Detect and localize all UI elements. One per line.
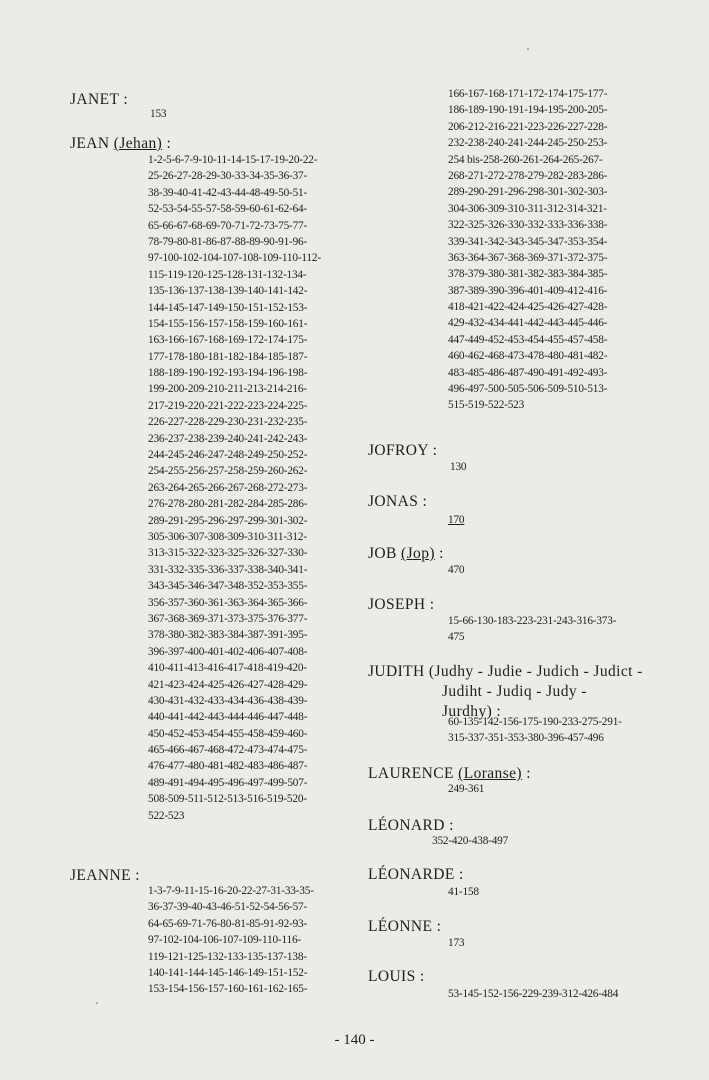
refs-line: 53-145-152-156-229-239-312-426-484 [448, 988, 619, 1000]
entry-refs [448, 986, 618, 1002]
refs-line: 254 bis-258-260-261-264-265-267- [448, 153, 603, 166]
entry-jofroy [368, 441, 437, 461]
refs-line: 410-411-413-416-417-418-419-420- [148, 662, 307, 675]
refs-line: 226-227-228-229-230-231-232-235- [148, 416, 308, 429]
refs-line: 78-79-80-81-86-87-88-89-90-91-96- [148, 235, 308, 248]
refs-line: 144-145-147-149-150-151-152-153- [148, 301, 308, 314]
refs-line: 289-290-291-296-298-301-302-303- [448, 186, 608, 199]
entry-name: LÉONARDE : [368, 866, 464, 883]
refs-line: 217-219-220-221-222-223-224-225- [148, 399, 308, 412]
entry-name: JOFROY : [368, 442, 438, 459]
paper-speck [527, 48, 529, 50]
refs-line: 36-37-39-40-43-46-51-52-54-56-57- [148, 901, 308, 914]
entry-joseph [368, 595, 435, 615]
refs-line: 339-341-342-343-345-347-353-354- [448, 235, 608, 248]
refs-line: 52-53-54-55-57-58-59-60-61-62-64- [148, 203, 308, 216]
refs-line: 154-155-156-157-158-159-160-161- [148, 317, 308, 330]
refs-line: 153-154-156-157-160-161-162-165- [148, 983, 308, 996]
refs-line: 367-368-369-371-373-375-376-377- [148, 612, 308, 625]
entry-name: JEAN (Jehan) : [70, 135, 172, 152]
refs-line: 254-255-256-257-258-259-260-262- [148, 465, 308, 478]
entry-jean [70, 134, 171, 154]
refs-line: 166-167-168-171-172-174-175-177- [448, 88, 608, 100]
refs-line: 515-519-522-523 [448, 399, 525, 412]
entry-leonne [368, 917, 441, 937]
refs-line: 236-237-238-239-240-241-242-243- [148, 432, 308, 445]
entry-refs: 352-420-438-497 [432, 835, 509, 847]
refs-line: 232-238-240-241-244-245-250-253- [448, 137, 608, 150]
entry-job [368, 544, 444, 564]
refs-line: 38-39-40-41-42-43-44-48-49-50-51- [148, 186, 308, 199]
refs-line: 508-509-511-512-513-516-519-520- [148, 793, 307, 806]
entry-refs [148, 152, 321, 824]
refs-line: 97-102-104-106-107-109-110-116- [148, 934, 301, 947]
refs-line: 418-421-422-424-425-426-427-428- [448, 301, 608, 314]
refs-line: 1-3-7-9-11-15-16-20-22-27-31-33-35- [148, 885, 314, 897]
refs-line: 244-245-246-247-248-249-250-252- [148, 449, 308, 462]
entry-refs: 249-361 [448, 783, 485, 795]
refs-line: 25-26-27-28-29-30-33-34-35-36-37- [148, 170, 308, 183]
refs-line: 163-166-167-168-169-172-174-175- [148, 334, 308, 347]
refs-line: 387-389-390-396-401-409-412-416- [448, 284, 608, 297]
entry-refs: 15-66-130-183-223-231-243-316-373- 475 [448, 615, 617, 644]
refs-line: 476-477-480-481-482-483-486-487- [148, 760, 308, 773]
refs-line: 140-141-144-145-146-149-151-152- [148, 966, 308, 979]
refs-line: 447-449-452-453-454-455-457-458- [448, 333, 608, 346]
refs-line: 115-119-120-125-128-131-132-134- [148, 268, 307, 281]
paper-speck [96, 1002, 98, 1004]
refs-line: 396-397-400-401-402-406-407-408- [148, 645, 308, 658]
entry-name: LÉONARD : [368, 817, 454, 834]
refs-line: 268-271-272-278-279-282-283-286- [448, 169, 608, 182]
refs-line: 430-431-432-433-434-436-438-439- [148, 694, 308, 707]
refs-line: 304-306-309-310-311-312-314-321- [448, 202, 607, 215]
refs-line: 440-441-442-443-444-446-447-448- [148, 711, 308, 724]
refs-line: 343-345-346-347-348-352-353-355- [148, 580, 308, 593]
refs-line: 177-178-180-181-182-184-185-187- [148, 350, 308, 363]
refs-line: 465-466-467-468-472-473-474-475- [148, 744, 308, 757]
refs-line: 206-212-216-221-223-226-227-228- [448, 120, 608, 133]
entry-janet [70, 90, 128, 110]
refs-line: 450-452-453-454-455-458-459-460- [148, 727, 308, 740]
refs-line: 1-2-5-6-7-9-10-11-14-15-17-19-20-22- [148, 154, 318, 166]
refs-line: 276-278-280-281-282-284-285-286- [148, 498, 308, 511]
refs-line: 199-200-209-210-211-213-214-216- [148, 383, 307, 396]
entry-refs: 173 [448, 937, 465, 949]
entry-name: JONAS : [368, 493, 428, 510]
entry-refs: 41-158 [448, 886, 479, 898]
entry-refs-continued [448, 86, 607, 414]
refs-line: 483-485-486-487-490-491-492-493- [448, 366, 608, 379]
refs-line: 135-136-137-138-139-140-141-142- [148, 285, 308, 298]
entry-jeanne [70, 866, 140, 886]
refs-line: 305-306-307-308-309-310-311-312- [148, 530, 307, 543]
refs-line: 363-364-367-368-369-371-372-375- [448, 251, 608, 264]
refs-line: 378-380-382-383-384-387-391-395- [148, 629, 308, 642]
entry-name: JEANNE : [70, 867, 140, 884]
entry-name: JOSEPH : [368, 596, 435, 613]
entry-name: JUDITH (Judhy - Judie - Judich - Judict - [368, 663, 643, 680]
entry-refs: 153 [150, 108, 167, 120]
refs-line: 331-332-335-336-337-338-340-341- [148, 563, 308, 576]
entry-judith: JUDITH (Judhy - Judie - Judich - Judict - Judiht - Judiq - Judy - Jurdhy) : [368, 663, 643, 720]
refs-line: 313-315-322-323-325-326-327-330- [148, 547, 308, 560]
refs-line: 289-291-295-296-297-299-301-302- [148, 514, 308, 527]
page-number: - 140 - [334, 1032, 375, 1048]
entry-leonarde [368, 865, 464, 885]
refs-line: 460-462-468-473-478-480-481-482- [448, 350, 608, 363]
refs-line: 186-189-190-191-194-195-200-205- [448, 104, 608, 117]
refs-line: 97-100-102-104-107-108-109-110-112- [148, 252, 321, 265]
entry-louis [368, 967, 425, 987]
refs-line: 378-379-380-381-382-383-384-385- [448, 268, 608, 281]
refs-line: 65-66-67-68-69-70-71-72-73-75-77- [148, 219, 308, 232]
refs-line: 188-189-190-192-193-194-196-198- [148, 367, 308, 380]
entry-refs: 60-135-142-156-175-190-233-275-291- 315-337-351-353-380-396-457-496 [448, 716, 622, 745]
entry-refs: 170 [448, 514, 465, 526]
refs-line: 496-497-500-505-506-509-510-513- [448, 383, 608, 396]
entry-name: JANET : [70, 91, 129, 108]
refs-line: 522-523 [148, 809, 185, 822]
refs-line: 263-264-265-266-267-268-272-273- [148, 481, 308, 494]
entry-refs: 470 [448, 564, 465, 576]
refs-line: 489-491-494-495-496-497-499-507- [148, 776, 308, 789]
refs-line: 429-432-434-441-442-443-445-446- [448, 317, 608, 330]
entry-name: LOUIS : [368, 968, 425, 985]
refs-line: 322-325-326-330-332-333-336-338- [448, 219, 608, 232]
refs-line: 119-121-125-132-133-135-137-138- [148, 950, 307, 963]
entry-name: LAURENCE (Loranse) : [368, 765, 531, 782]
refs-line: 64-65-69-71-76-80-81-85-91-92-93- [148, 917, 308, 930]
entry-jonas [368, 492, 427, 512]
entry-name: JOB (Jop) : [368, 545, 444, 562]
entry-name: LÉONNE : [368, 918, 442, 935]
entry-refs: 130 [450, 461, 467, 473]
refs-line: 356-357-360-361-363-364-365-366- [148, 596, 308, 609]
refs-line: 421-423-424-425-426-427-428-429- [148, 678, 308, 691]
entry-refs [148, 883, 314, 998]
